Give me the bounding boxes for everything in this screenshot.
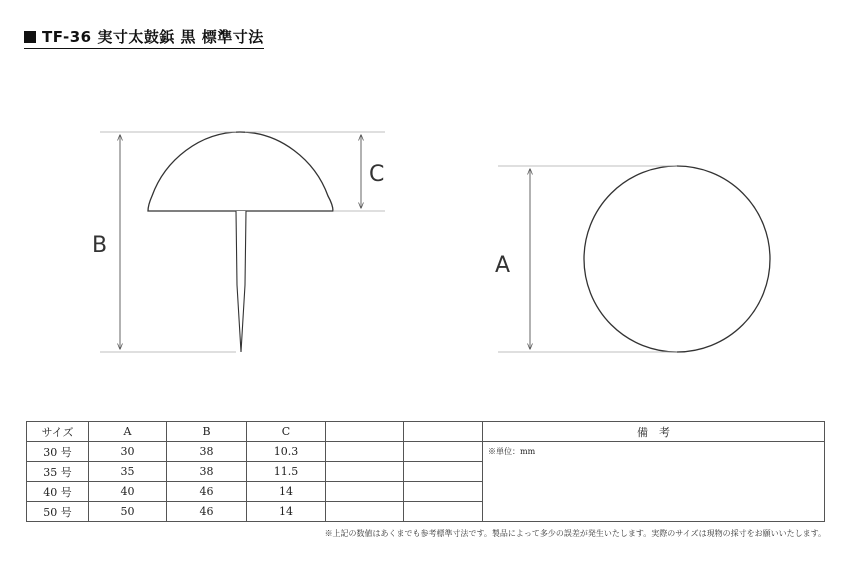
table-cell: 30 — [89, 442, 167, 462]
table-cell — [404, 482, 483, 502]
table-header-row — [27, 422, 825, 442]
table-cell — [326, 502, 404, 522]
table-cell: 50 — [89, 502, 167, 522]
table-cell — [404, 502, 483, 522]
table-cell: 14 — [247, 502, 326, 522]
spec-table — [26, 421, 825, 522]
table-cell: 30 号 — [27, 442, 89, 462]
title-text: TF-36 実寸太鼓鋲 黒 標準寸法 — [42, 28, 264, 46]
table-cell: 50 号 — [27, 502, 89, 522]
dimension-label-c: C — [369, 162, 385, 187]
table-cell — [326, 462, 404, 482]
table-cell — [326, 482, 404, 502]
dimension-label-b: B — [92, 233, 108, 258]
table-cell — [326, 442, 404, 462]
footnote: ※上記の数値はあくまでも参考標準寸法です。製品によって多少の誤差が発生いたします。実際のサイズは現物の採寸をお願いいたします。 — [324, 529, 826, 538]
table-header-notes: 備 考 — [483, 422, 825, 442]
table-cell: 40 号 — [27, 482, 89, 502]
tack-top-view — [584, 166, 770, 352]
tack-pin — [236, 211, 246, 352]
table-cell: 38 — [167, 442, 247, 462]
table-header: A — [89, 422, 167, 442]
table-cell: 35 号 — [27, 462, 89, 482]
table-header: C — [247, 422, 326, 442]
table-cell: 35 — [89, 462, 167, 482]
table-cell: 46 — [167, 482, 247, 502]
table-header: サイズ — [27, 422, 89, 442]
table-row — [27, 442, 825, 462]
table-header — [326, 422, 404, 442]
table-header: B — [167, 422, 247, 442]
table-cell: 10.3 — [247, 442, 326, 462]
table-header — [404, 422, 483, 442]
dimension-label-a: A — [495, 253, 511, 278]
table-cell: 46 — [167, 502, 247, 522]
tack-head — [148, 132, 333, 211]
notes-cell: ※単位：mm — [483, 442, 825, 522]
table-cell: 40 — [89, 482, 167, 502]
table-cell — [404, 442, 483, 462]
table-cell: 38 — [167, 462, 247, 482]
table-cell: 14 — [247, 482, 326, 502]
table-cell — [404, 462, 483, 482]
table-cell: 11.5 — [247, 462, 326, 482]
